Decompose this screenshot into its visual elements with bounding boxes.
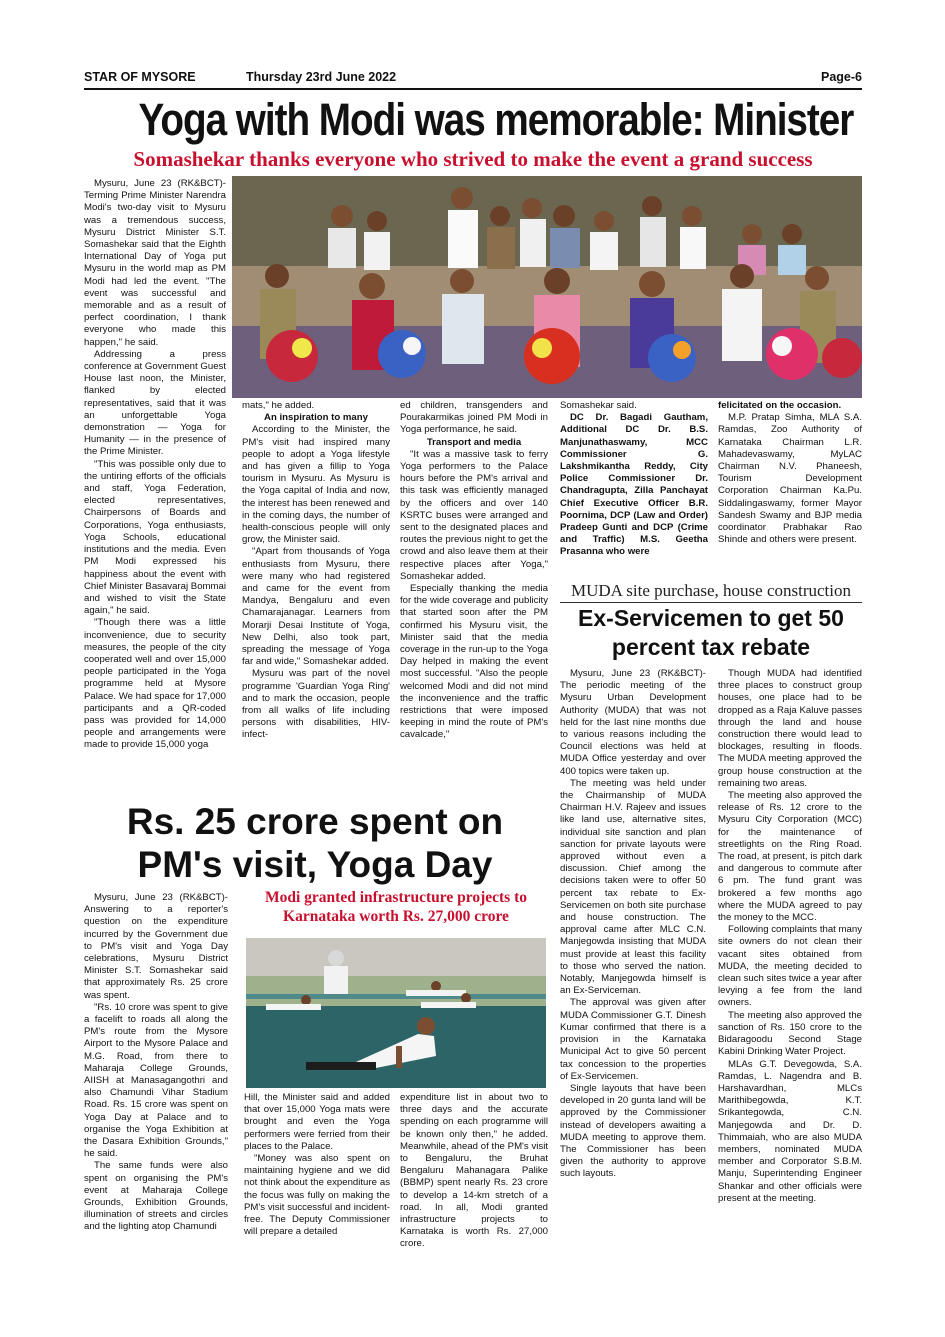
paragraph: The meeting also approved the release of Rs. 12 crore to the Mysuru City Corporation (MCC) for the maintenance of streetlights on the Ring Road. The road, at present, is pitch dark and dangerous to commute after 6 pm. The fund grant was brokered a few months ago where the MUDA agreed to pay the money to the MCC. [718,790,862,924]
paragraph: ed children, transgenders and Pourakarmikas joined PM Modi in Yoga performance, he said. [400,400,548,436]
paragraph: The meeting also approved the sanction of Rs. 150 crore to the Bidaragoodu Second Stage Kabini Drinking Water Project. [718,1009,862,1058]
story2-col1 [560,668,706,1268]
story1-col2 [242,400,390,792]
paragraph: Single layouts that have been developed in 20 gunta land will be approved by the Commissioner instead of developers awaiting a MUDA meeting to approve them. The Commissioner has been given the authority to approve such layouts. [560,1082,706,1180]
story1-col1 [84,178,226,798]
paragraph: Especially thanking the media for the wide coverage and publicity that started soon after the PM confirmed his Mysuru visit, the Minister said that the media coverage in the run-up to the Yoga Day helped in making the event most successful. "Also the people welcomed Modi and did not mind the inconvenience and the traffic restrictions that were imposed keeping in mind the route of PM's cavalcade," [400,583,548,741]
paragraph: Mysuru was part of the novel programme 'Guardian Yoga Ring' and to mark the occasion, people from all walks of life including persons with disabilities, HIV-infect- [242,668,390,741]
paragraph: Mysuru, June 23 (RK&BCT)- Answering to a reporter's question on the expenditure incurred by the Government due to PM's visit and Yoga Day celebrations, Mysuru District Minister S.T. Somashekar said that approximately Rs. 25 crore was spent. [84,892,228,1001]
subheading: An inspiration to many [264,412,368,424]
paragraph: According to the Minister, the PM's visit had inspired many people to adopt a Yoga lifestyle and has given a fillip to Yoga tourism in Mysuru. As Mysuru is the Yoga capital of India and now, the interest has been renewed and in the coming days, the number of health-conscious people will only grow, the Minister said. [242,424,390,546]
masthead-rule [84,88,862,90]
issue-date: Thursday 23rd June 2022 [246,70,397,84]
story2-headline: Ex-Servicemen to get 50 percent tax rebate [578,605,844,660]
story3-col3 [400,1092,548,1267]
story2-kicker: MUDA site purchase, house construction [571,581,851,600]
paragraph: The approval was given after MUDA Commissioner G.T. Dinesh Kumar confirmed that there is a provision in the Karnataka Municipal Act to give 50 percent tax concession to the properties of Ex-Servicemen. [560,997,706,1082]
story1-headline: Yoga with Modi was memorable: Minister [138,94,854,145]
story3-col2 [244,1092,390,1267]
paragraph: felicitated on the occasion. [718,400,842,411]
paragraph: "This was possible only due to the untiring efforts of the officials and staff, Yoga Federation, elected representatives, Chairpersons of Boards and Corporations, Yoga enthusiasts, Yoga Schools, educational institutions and the media. Even PM Modi expressed his happiness about the event with Chief Minister Basavaraj Bommai and wished to visit the State again," he said. [84,458,226,617]
paper-name: STAR OF MYSORE [84,70,196,84]
story1-col3 [400,400,548,792]
headline-line-1: Rs. 25 crore spent on [126,801,504,842]
headline-line-2: PM's visit, Yoga Day [137,844,493,885]
paragraph: "Though there was a little inconvenience, due to security measures, the people of the city cooperated well and over 15,000 people participated in the Yoga programme held at Mysore Palace. We had space for 17,000 participants and a QR-coded pass was provided for 14,000 people and arrangements were made to provide 15,000 yoga [84,617,226,751]
press-conference-photo [232,176,862,398]
story1-col4 [560,400,708,572]
paragraph: expenditure list in about two to three days and the accurate spending on each programme will be known only then," he added. Meanwhile, ahead of the PM's visit to Bengaluru, the Bruhat Bengaluru Mahanagara Palike (BBMP) spent nearly Rs. 23 crore to develop a 14-km stretch of a road. In all, Modi granted infrastructure projects to Karnataka is worth Rs. 27,000 crore. [400,1092,548,1250]
paragraph: "Apart from thousands of Yoga enthusiasts from Mysuru, there were many who had registered and came for the event from Mandya, Bengaluru and even Chamarajanagar. Learners from Morarji Desai Institute of Yoga, New Delhi, also took part, spreading the message of Yoga far and wide," Somashekar added. [242,546,390,668]
photo-illustration [246,938,546,1088]
paragraph: "Money was also spent on maintaining hygiene and we did not think about the expenditure as the focus was fully on making the PM's visit successful and incident-free. The Deputy Commissioner will prepare a detailed [244,1153,390,1238]
story2-col2 [718,668,862,1268]
paragraph: MLAs G.T. Devegowda, S.A. Ramdas, L. Nagendra and B. Harshavardhan, MLCs Marithibegowda, K.T. Srikantegowda, C.N. Manjegowda and Dr. D. Thimmaiah, who are also MUDA members, nominated MUDA member and Corporator S.B.M. Manju, Superintending Engineer Shankar and other officials were present at the meeting. [718,1058,862,1204]
yoga-day-photo [246,938,546,1088]
paragraph: Addressing a press conference at Government Guest House last noon, the Minister, flanked by elected representatives, said that it was an unforgettable Yoga demonstration — Yoga for Humanity — in the presence of the Prime Minister. [84,348,226,458]
subheading: Transport and media [426,436,522,448]
story2-rule [560,602,862,603]
photo-illustration [232,176,862,398]
paragraph: The same funds were also spent on organising the PM's event at Maharaja College Grounds, Exhibition Grounds, illumination of streets and circles and the lighting atop Chamundi [84,1160,228,1233]
paragraph: DC Dr. Bagadi Gautham, Additional DC Dr. B.S. Manjunathaswamy, MCC Commissioner G. Lakshmikantha Reddy, City Police Commissioner Dr. Chandragupta, Zilla Panchayat Chief Executive Officer B.R. Poornima, DCP (Law and Order) Pradeep Gunti and DCP (Crime and Traffic) M.S. Geetha Prasanna who were [560,412,708,558]
paragraph: Mysuru, June 23 (RK&BCT)- The periodic meeting of the Mysuru Urban Development Authority (MUDA) that was not held for the last nine months due to various reasons including the Council elections was held at MUDA Office yesterday and over 400 topics were taken up. [560,668,706,777]
masthead [84,70,862,88]
paragraph: Though MUDA had identified three places to construct group houses, one place had to be dropped as a Raja Kaluve passes through the land and house construction there would lead to blockages, resulting in floods. The MUDA meeting approved the group house construction at the remaining two areas. [718,668,862,789]
story3-subheadline: Modi granted infrastructure projects to Karnataka worth Rs. 27,000 crore [264,889,528,925]
paragraph: M.P. Pratap Simha, MLA S.A. Ramdas, Zoo Authority of Karnataka Chairman L.R. Mahadevaswamy, MyLAC Chairman N.V. Phaneesh, Tourism Development Corporation Chairman Ka.Pu. Siddalingaswamy, former Mayor Sandesh Swamy and BJP media coordinator Prabhakar Rao Shinde and others were present. [718,412,862,546]
paragraph: Somashekar said. [560,400,637,411]
paragraph: mats," he added. [242,400,315,411]
paragraph: Following complaints that many site owners do not clean their vacant sites obtained from MUDA, the meeting decided to clean such sites twice a year after levying a fee from the land owners. [718,924,862,1009]
paragraph: Mysuru, June 23 (RK&BCT)- Terming Prime Minister Narendra Modi's two-day visit to Mysuru was a tremendous success, Mysuru District Minister S.T. Somashekar said that the Eighth International Day of Yoga put Mysuru in the world map as PM Modi had led the event. "The event was successful and memorable and as a result of perfect coordination, I thank everyone who made this happen," he said. [84,178,226,348]
paragraph: Hill, the Minister said and added that over 15,000 Yoga mats were brought and even the Yoga performers were ferried from their places to the Palace. [244,1092,390,1152]
paragraph: "It was a massive task to ferry Yoga performers to the Palace hours before the PM's arrival and this task was efficiently managed by the officers and over 140 KSRTC buses were arranged and sent to the designated places and routes the previous night to get the crowd and also leave them at their respective places after Yoga," Somashekar added. [400,448,548,582]
paragraph: "Rs. 10 crore was spent to give a facelift to roads all along the PM's route from the Mysore Airport to the Mysore Palace and M.G. Road, from there to Maharaja College Grounds, AIISH at Manasagangothri and also Chamundi Vihar Stadium Road. Rs. 15 crore was spent on Yoga Day at Palace and to organise the Yoga Exhibition at the Dasara Exhibition Grounds," he said. [84,1001,228,1160]
paragraph: The meeting was held under the Chairmanship of MUDA Chairman H.V. Rajeev and issues like land use, alternative sites, individual site sanction and plan sanction for private layouts were approved without even a discussion. Chief among the decisions taken were to offer 50 percent tax rebate to Ex-Servicemen on both site purchase and house construction. The approval came after MLC C.N. Manjegowda insisting that MUDA must provide at least this facility to those who served the nation. Notably, Manjegowda himself is an Ex-Serviceman. [560,777,706,997]
story3-headline [84,800,546,886]
story3-col1 [84,892,228,1264]
page-number: Page-6 [821,70,862,84]
story1-col5 [718,400,862,572]
story1-kicker: Somashekar thanks everyone who strived to make the event a grand success [133,147,813,171]
